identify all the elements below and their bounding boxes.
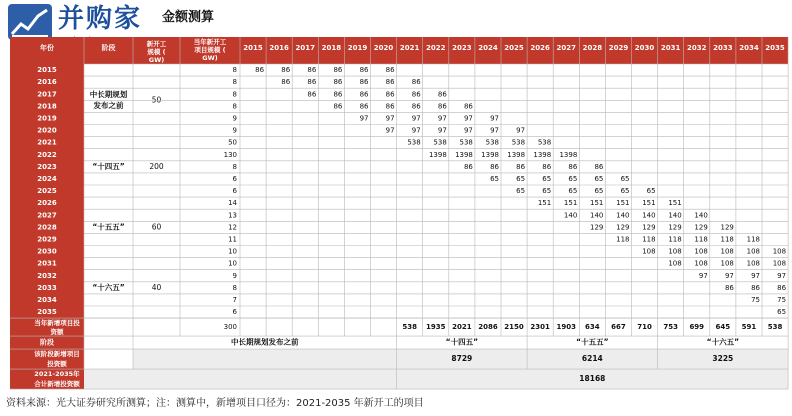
phase-label-4-1: “十六五” bbox=[92, 282, 125, 292]
row-year-2031: 2031 bbox=[37, 259, 57, 268]
cell-2020-2021: 97 bbox=[411, 126, 421, 135]
cell-2025-2025: 65 bbox=[516, 187, 526, 196]
row-year-2028: 2028 bbox=[37, 223, 57, 232]
row-year-2029: 2029 bbox=[37, 235, 57, 244]
phase-scale-2: 200 bbox=[149, 161, 164, 171]
new-invest-2032: 699 bbox=[689, 323, 705, 332]
cell-2025-2028: 65 bbox=[594, 187, 604, 196]
header-year-2033: 2033 bbox=[713, 44, 733, 52]
cell-2018-2019: 86 bbox=[359, 102, 369, 111]
row-gw-2033: 8 bbox=[232, 283, 237, 292]
cell-2019-2020: 97 bbox=[385, 114, 395, 123]
header-year-2018: 2018 bbox=[321, 44, 342, 52]
phase-name-1: 中长期规划发布之前 bbox=[231, 337, 299, 347]
cell-2032-2034: 97 bbox=[751, 271, 760, 280]
cell-2022-2025: 1398 bbox=[507, 150, 526, 159]
row-year-2017: 2017 bbox=[37, 90, 57, 99]
cell-2027-2027: 140 bbox=[563, 211, 578, 220]
row-gw-2026: 14 bbox=[228, 199, 237, 208]
cell-2016-2019: 86 bbox=[359, 78, 369, 87]
cell-2018-2021: 86 bbox=[411, 102, 421, 111]
header-year-2023: 2023 bbox=[452, 44, 472, 52]
phase-label-1-2: 发布之前 bbox=[93, 100, 124, 110]
cell-2015-2019: 86 bbox=[359, 66, 369, 75]
header-year-2022: 2022 bbox=[426, 44, 446, 52]
cell-2031-2034: 108 bbox=[746, 259, 760, 268]
row-gw-2029: 11 bbox=[228, 235, 237, 244]
phase-scale-1: 50 bbox=[151, 95, 162, 105]
row-gw-2018: 8 bbox=[232, 102, 237, 111]
row-year-2026: 2026 bbox=[37, 199, 57, 208]
cell-2025-2027: 65 bbox=[568, 187, 578, 196]
cell-2021-2021: 538 bbox=[407, 138, 421, 147]
cell-2021-2023: 538 bbox=[459, 138, 473, 147]
cell-2032-2032: 97 bbox=[698, 271, 708, 280]
cell-2015-2016: 86 bbox=[281, 66, 291, 75]
row-gw-2024: 6 bbox=[232, 174, 237, 183]
header-year-2035: 2035 bbox=[765, 44, 785, 52]
header-year-2027: 2027 bbox=[556, 44, 576, 52]
stage-total-2: 6214 bbox=[581, 354, 603, 364]
cell-2027-2030: 140 bbox=[642, 211, 656, 220]
row-year-2035: 2035 bbox=[37, 308, 57, 317]
cell-2033-2034: 86 bbox=[751, 283, 760, 292]
cell-2028-2031: 129 bbox=[668, 223, 682, 232]
cell-2028-2033: 129 bbox=[720, 223, 734, 232]
header-year-label: 年份 bbox=[40, 44, 54, 52]
new-invest-2022: 1935 bbox=[426, 323, 446, 332]
new-invest-2026: 2301 bbox=[530, 323, 550, 332]
cell-2017-2020: 86 bbox=[385, 90, 395, 99]
cell-2030-2031: 108 bbox=[668, 247, 682, 256]
cell-2034-2034: 75 bbox=[751, 295, 760, 304]
new-invest-label-1: 当年新增项目投 bbox=[34, 319, 80, 328]
cell-2016-2016: 86 bbox=[281, 78, 291, 87]
header-year-2034: 2034 bbox=[739, 44, 759, 52]
row-gw-2021: 50 bbox=[228, 138, 237, 147]
cell-2023-2023: 86 bbox=[463, 162, 473, 171]
cell-2030-2033: 108 bbox=[720, 247, 734, 256]
row-year-2019: 2019 bbox=[37, 114, 57, 123]
cell-2021-2024: 538 bbox=[485, 138, 499, 147]
new-invest-2033: 645 bbox=[715, 323, 731, 332]
header-year-2031: 2031 bbox=[660, 44, 681, 52]
row-gw-2028: 12 bbox=[228, 223, 237, 232]
header-year-2019: 2019 bbox=[347, 44, 368, 52]
cell-2016-2017: 86 bbox=[307, 78, 317, 87]
row-year-2025: 2025 bbox=[37, 187, 57, 196]
row-year-2016: 2016 bbox=[37, 78, 57, 87]
grand-total-value: 18168 bbox=[579, 374, 606, 384]
row-gw-2019: 9 bbox=[232, 114, 237, 123]
cell-2023-2025: 86 bbox=[516, 162, 526, 171]
cell-2028-2032: 129 bbox=[694, 223, 708, 232]
cell-2030-2030: 108 bbox=[642, 247, 656, 256]
row-year-2023: 2023 bbox=[37, 162, 57, 171]
phase-row-label: 阶段 bbox=[40, 338, 54, 347]
cell-2025-2026: 65 bbox=[542, 187, 552, 196]
cell-2019-2023: 97 bbox=[463, 114, 473, 123]
stage-total-label-1: 该阶段新增项目 bbox=[34, 350, 80, 359]
cell-2018-2020: 86 bbox=[385, 102, 395, 111]
cell-2027-2032: 140 bbox=[694, 211, 708, 220]
grand-total-band bbox=[84, 369, 788, 389]
phase-label-1-1: 中长期规划 bbox=[89, 89, 128, 99]
cell-2026-2026: 151 bbox=[537, 199, 552, 208]
cell-2018-2023: 86 bbox=[463, 102, 473, 111]
cell-2021-2022: 538 bbox=[433, 138, 447, 147]
new-invest-2027: 1903 bbox=[556, 323, 576, 332]
grand-total-label-2: 合计新增投资额 bbox=[34, 380, 80, 389]
cell-2025-2029: 65 bbox=[620, 187, 630, 196]
row-year-2027: 2027 bbox=[37, 211, 57, 220]
cell-2015-2018: 86 bbox=[333, 66, 343, 75]
stage-total-3: 3225 bbox=[712, 354, 734, 364]
row-year-2034: 2034 bbox=[37, 295, 57, 304]
phase-label-2-1: “十四五” bbox=[92, 161, 125, 171]
cell-2027-2029: 140 bbox=[616, 211, 630, 220]
cell-2029-2031: 118 bbox=[668, 235, 682, 244]
new-invest-2024: 2086 bbox=[478, 323, 498, 332]
cell-2017-2017: 86 bbox=[307, 90, 317, 99]
row-gw-2030: 10 bbox=[228, 247, 237, 256]
cell-2019-2019: 97 bbox=[359, 114, 369, 123]
cell-2019-2021: 97 bbox=[411, 114, 421, 123]
cell-2033-2035: 86 bbox=[777, 283, 787, 292]
cell-2023-2024: 86 bbox=[490, 162, 499, 171]
cell-2017-2018: 86 bbox=[333, 90, 343, 99]
cell-2016-2021: 86 bbox=[411, 78, 421, 87]
header-yearly-label-1: 当年新开工 bbox=[193, 38, 227, 46]
row-gw-2015: 8 bbox=[232, 66, 237, 75]
page-title: 金额测算 bbox=[162, 10, 215, 25]
row-year-2032: 2032 bbox=[37, 271, 57, 280]
cell-2030-2034: 108 bbox=[746, 247, 760, 256]
cell-2027-2031: 140 bbox=[668, 211, 682, 220]
row-gw-2032: 9 bbox=[232, 271, 237, 280]
new-invest-2030: 710 bbox=[637, 323, 652, 332]
row-gw-2016: 8 bbox=[232, 78, 237, 87]
row-gw-2031: 10 bbox=[228, 259, 237, 268]
cell-2026-2030: 151 bbox=[642, 199, 656, 208]
cell-2018-2022: 86 bbox=[437, 102, 447, 111]
new-invest-2029: 667 bbox=[611, 323, 626, 332]
cell-2029-2033: 118 bbox=[720, 235, 734, 244]
cell-2031-2032: 108 bbox=[694, 259, 708, 268]
grand-total-label-1: 2021-2035年 bbox=[34, 370, 80, 379]
header-year-2029: 2029 bbox=[608, 44, 629, 52]
header-scale-label-3: GW) bbox=[148, 56, 165, 64]
cell-2029-2029: 118 bbox=[616, 235, 630, 244]
cell-2015-2020: 86 bbox=[385, 66, 395, 75]
row-year-2033: 2033 bbox=[37, 283, 57, 292]
phase-name-2: “十四五” bbox=[445, 337, 479, 347]
header-year-2032: 2032 bbox=[687, 44, 707, 52]
cell-2020-2020: 97 bbox=[385, 126, 395, 135]
cell-2019-2022: 97 bbox=[437, 114, 447, 123]
phase-label-3-1: “十五五” bbox=[92, 222, 125, 232]
cell-2023-2027: 86 bbox=[568, 162, 578, 171]
header-scale-label-1: 新开工 bbox=[146, 40, 167, 48]
phase-name-4: “十六五” bbox=[706, 337, 740, 347]
new-invest-2031: 753 bbox=[663, 323, 678, 332]
row-year-2021: 2021 bbox=[37, 138, 57, 147]
header-year-2025: 2025 bbox=[504, 44, 524, 52]
cell-2017-2022: 86 bbox=[437, 90, 447, 99]
header-year-2017: 2017 bbox=[295, 44, 315, 52]
source-note: 资料来源：光大证券研究所测算；注：测算中，新增项目口径为：2021-2035 年新开工的项目 bbox=[6, 398, 424, 409]
row-gw-2023: 8 bbox=[232, 162, 237, 171]
cell-2030-2035: 108 bbox=[772, 247, 787, 256]
cell-2024-2025: 65 bbox=[516, 174, 526, 183]
cell-2020-2023: 97 bbox=[463, 126, 473, 135]
header-year-2030: 2030 bbox=[634, 44, 655, 52]
row-gw-2034: 7 bbox=[232, 295, 237, 304]
cell-2030-2032: 108 bbox=[694, 247, 708, 256]
cell-2020-2025: 97 bbox=[516, 126, 526, 135]
row-year-2015: 2015 bbox=[37, 66, 57, 75]
header-year-2026: 2026 bbox=[530, 44, 550, 52]
cell-2022-2026: 1398 bbox=[533, 150, 552, 159]
cell-2026-2029: 151 bbox=[616, 199, 630, 208]
cell-2027-2028: 140 bbox=[590, 211, 604, 220]
header-phase-label: 阶段 bbox=[101, 44, 116, 52]
cell-2022-2027: 1398 bbox=[559, 150, 578, 159]
cell-2021-2026: 538 bbox=[537, 138, 552, 147]
cell-2031-2031: 108 bbox=[668, 259, 682, 268]
header-scale-label-2: 规模 ( bbox=[147, 48, 166, 56]
row-gw-2027: 13 bbox=[228, 211, 237, 220]
cell-2035-2035: 65 bbox=[777, 308, 787, 317]
new-invest-2028: 634 bbox=[585, 323, 600, 332]
cell-2015-2015: 86 bbox=[255, 66, 265, 75]
header-year-2020: 2020 bbox=[373, 44, 394, 52]
row-year-2024: 2024 bbox=[37, 174, 57, 183]
cell-2022-2023: 1398 bbox=[455, 150, 473, 159]
cell-2020-2024: 97 bbox=[490, 126, 499, 135]
row-year-2018: 2018 bbox=[37, 102, 57, 111]
cell-2017-2019: 86 bbox=[359, 90, 369, 99]
header-yearly-label-3: GW) bbox=[202, 54, 218, 62]
row-year-2030: 2030 bbox=[37, 247, 57, 256]
cell-2022-2024: 1398 bbox=[481, 150, 499, 159]
cell-2024-2029: 65 bbox=[620, 174, 630, 183]
cell-2032-2035: 97 bbox=[777, 271, 787, 280]
cell-2025-2030: 65 bbox=[646, 187, 656, 196]
cell-2032-2033: 97 bbox=[724, 271, 734, 280]
new-invest-2021: 538 bbox=[402, 323, 417, 332]
cell-2028-2028: 129 bbox=[590, 223, 604, 232]
new-invest-2023: 2021 bbox=[452, 323, 472, 332]
phase-name-3: “十五五” bbox=[576, 337, 609, 347]
row-gw-2020: 9 bbox=[232, 126, 237, 135]
phase-scale-3: 60 bbox=[151, 222, 162, 232]
phase-scale-4: 40 bbox=[151, 282, 162, 292]
stage-total-label-2: 投资额 bbox=[47, 360, 67, 369]
row-gw-2017: 8 bbox=[232, 90, 237, 99]
new-invest-label-2: 资额 bbox=[50, 328, 64, 337]
cell-2029-2032: 118 bbox=[694, 235, 708, 244]
cell-2029-2034: 118 bbox=[746, 235, 760, 244]
header-year-2016: 2016 bbox=[269, 44, 289, 52]
cell-2034-2035: 75 bbox=[777, 295, 787, 304]
row-year-2022: 2022 bbox=[37, 150, 57, 159]
cell-2024-2027: 65 bbox=[568, 174, 578, 183]
header-year-2024: 2024 bbox=[478, 44, 498, 52]
cell-2028-2030: 129 bbox=[642, 223, 656, 232]
cell-2018-2018: 86 bbox=[333, 102, 343, 111]
stage-total-1: 8729 bbox=[451, 354, 473, 364]
row-gw-2035: 6 bbox=[232, 308, 237, 317]
cell-2026-2028: 151 bbox=[590, 199, 604, 208]
row-gw-2022: 130 bbox=[223, 150, 237, 159]
cell-2028-2029: 129 bbox=[616, 223, 630, 232]
header-yearly-label-2: 项目规模 ( bbox=[194, 46, 226, 54]
cell-2022-2022: 1398 bbox=[428, 150, 447, 159]
cell-2015-2017: 86 bbox=[307, 66, 317, 75]
cell-2024-2026: 65 bbox=[542, 174, 552, 183]
new-invest-2035: 538 bbox=[767, 323, 783, 332]
cell-2023-2026: 86 bbox=[542, 162, 552, 171]
cell-2019-2024: 97 bbox=[490, 114, 499, 123]
cell-2026-2031: 151 bbox=[668, 199, 682, 208]
row-year-2020: 2020 bbox=[37, 126, 57, 135]
header-year-2021: 2021 bbox=[399, 44, 420, 52]
cell-2021-2025: 538 bbox=[511, 138, 526, 147]
cell-2029-2030: 118 bbox=[642, 235, 656, 244]
cell-2031-2033: 108 bbox=[720, 259, 734, 268]
cell-2024-2024: 65 bbox=[490, 174, 499, 183]
cell-2031-2035: 108 bbox=[772, 259, 787, 268]
new-invest-2034: 591 bbox=[741, 323, 757, 332]
new-invest-2025: 2150 bbox=[504, 323, 524, 332]
header-year-2028: 2028 bbox=[582, 44, 603, 52]
cell-2024-2028: 65 bbox=[594, 174, 604, 183]
cell-2016-2018: 86 bbox=[333, 78, 343, 87]
cell-2016-2020: 86 bbox=[385, 78, 395, 87]
new-invest-total: 300 bbox=[223, 323, 237, 332]
cell-2017-2021: 86 bbox=[411, 90, 421, 99]
logo-text: 并购家 bbox=[58, 4, 143, 34]
row-gw-2025: 6 bbox=[232, 187, 237, 196]
cell-2026-2027: 151 bbox=[563, 199, 578, 208]
header-year-2015: 2015 bbox=[243, 44, 263, 52]
cell-2023-2028: 86 bbox=[594, 162, 604, 171]
cell-2020-2022: 97 bbox=[437, 126, 447, 135]
cell-2033-2033: 86 bbox=[724, 283, 734, 292]
